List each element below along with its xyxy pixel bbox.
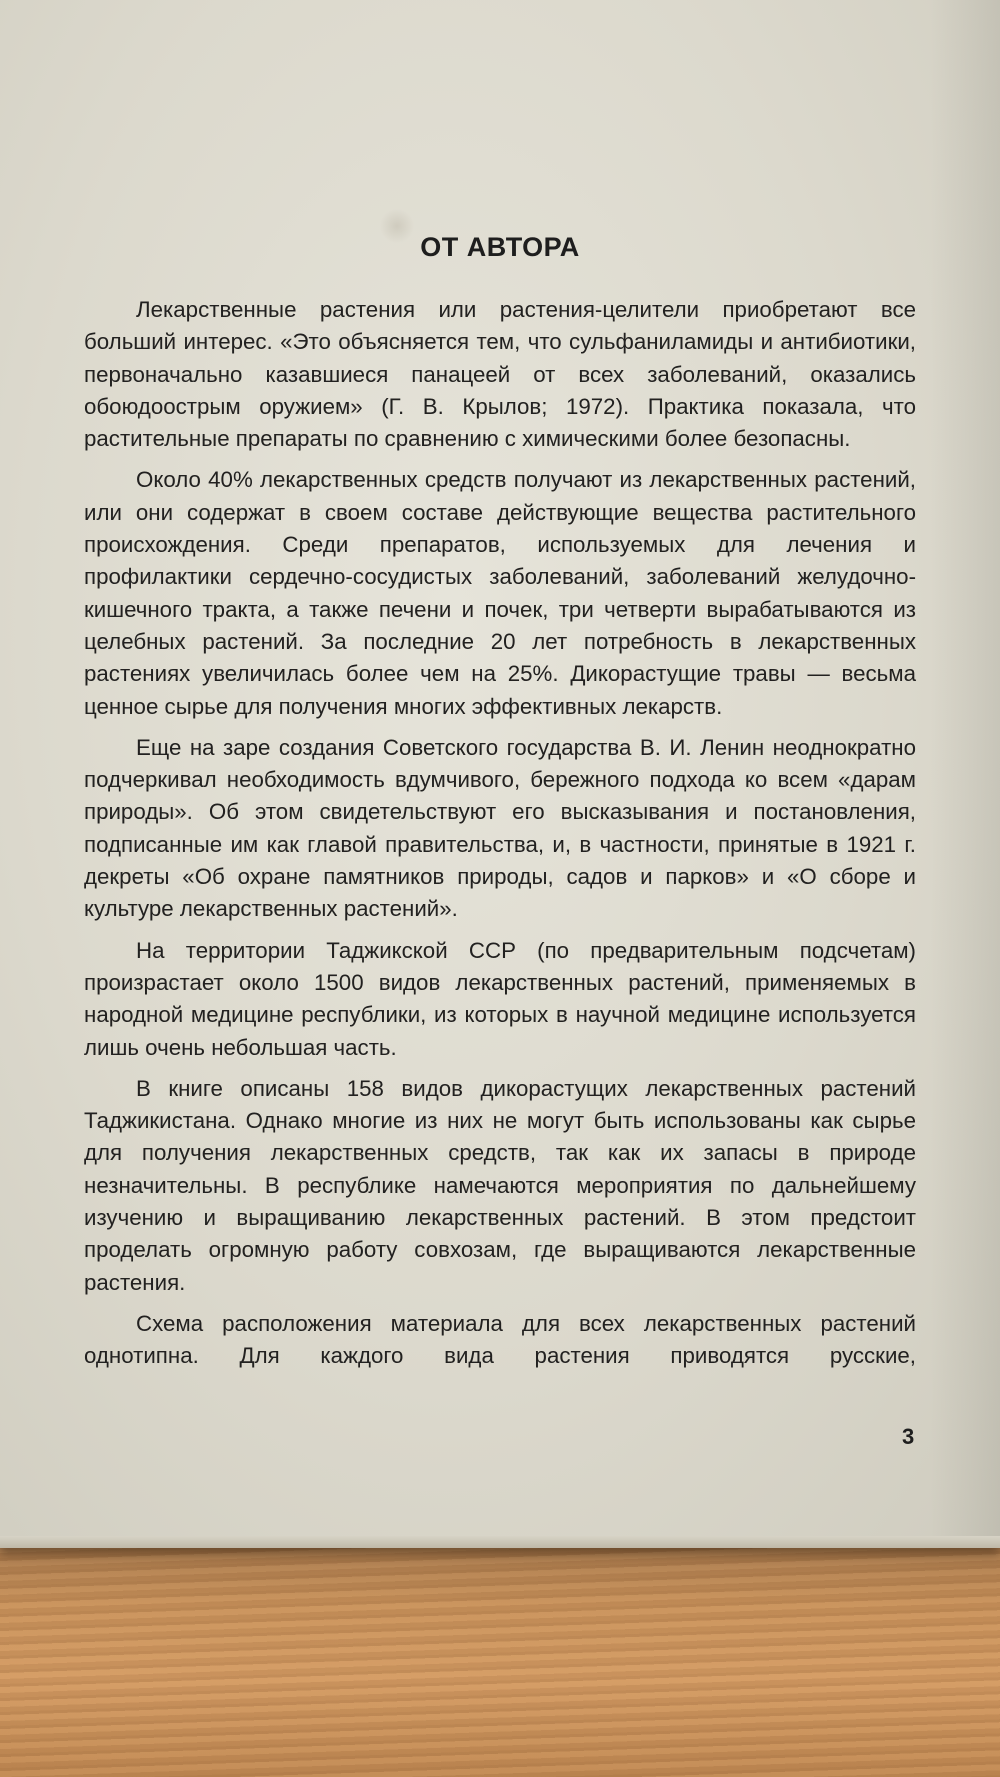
page-heading: ОТ АВТОРА	[420, 232, 580, 262]
paragraph-5: В книге описаны 158 видов дикорастущих лекарственных растений Таджикистана. Однако многие из них не могут быть использованы как сырье для получения лекарственных средств, так как их запасы в природе незначительны. В республике намечаются мероприятия по дальнейшему изучению и выращиванию лекарственных растений. В этом предстоит проделать огромную работу совхозам, где выращиваются лекарственные растения.	[84, 1075, 916, 1295]
page-number: 3	[902, 1424, 915, 1449]
wooden-table-surface	[0, 1530, 1000, 1777]
paragraph-2: Около 40% лекарственных средств получают из лекарственных растений, или они содержат в своем составе действующие вещества растительного происхождения. Среди препаратов, используемых для лечения и профилактики сердечно-сосудистых заболеваний, заболеваний желудочно-кишечного тракта, а также печени и почек, три четверти вырабатываются из целебных растений. За последние 20 лет потребность в лекарственных растениях увеличилась более чем на 25%. Дикорастущие травы — весьма ценное сырье для получения многих эффективных лекарств.	[84, 467, 916, 719]
paragraph-3: Еще на заре создания Советского государства В. И. Ленин неоднократно подчеркивал необходимость вдумчивого, бережного подхода ко всем «дарам природы». Об этом свидетельствуют его высказывания и постановления, подписанные им как главой правительства, и, в частности, принятые в 1921 г. декреты «Об охране памятников природы, садов и парков» и «О сборе и культуре лекарственных растений».	[84, 734, 916, 922]
paragraph-1: Лекарственные растения или растения-целители приобретают все больший интерес. «Это объясняется тем, что сульфаниламиды и антибиотики, первоначально казавшиеся панацеей от всех заболеваний, оказались обоюдоострым оружием» (Г. В. Крылов; 1972). Практика показала, что растительные препараты по сравнению с химическими более безопасны.	[84, 297, 916, 452]
page-bottom-edge	[0, 1536, 1000, 1548]
page-body	[84, 294, 916, 1382]
paragraph-4: На территории Таджикской ССР (по предварительным подсчетам) произрастает около 1500 видов лекарственных растений, применяемых в народной медицине республики, из которых в научной медицине используется лишь очень небольшая часть.	[84, 937, 916, 1060]
paragraph-6: Схема расположения материала для всех лекарственных растений однотипна. Для каждого вида растения приводятся русские,	[84, 1310, 916, 1369]
